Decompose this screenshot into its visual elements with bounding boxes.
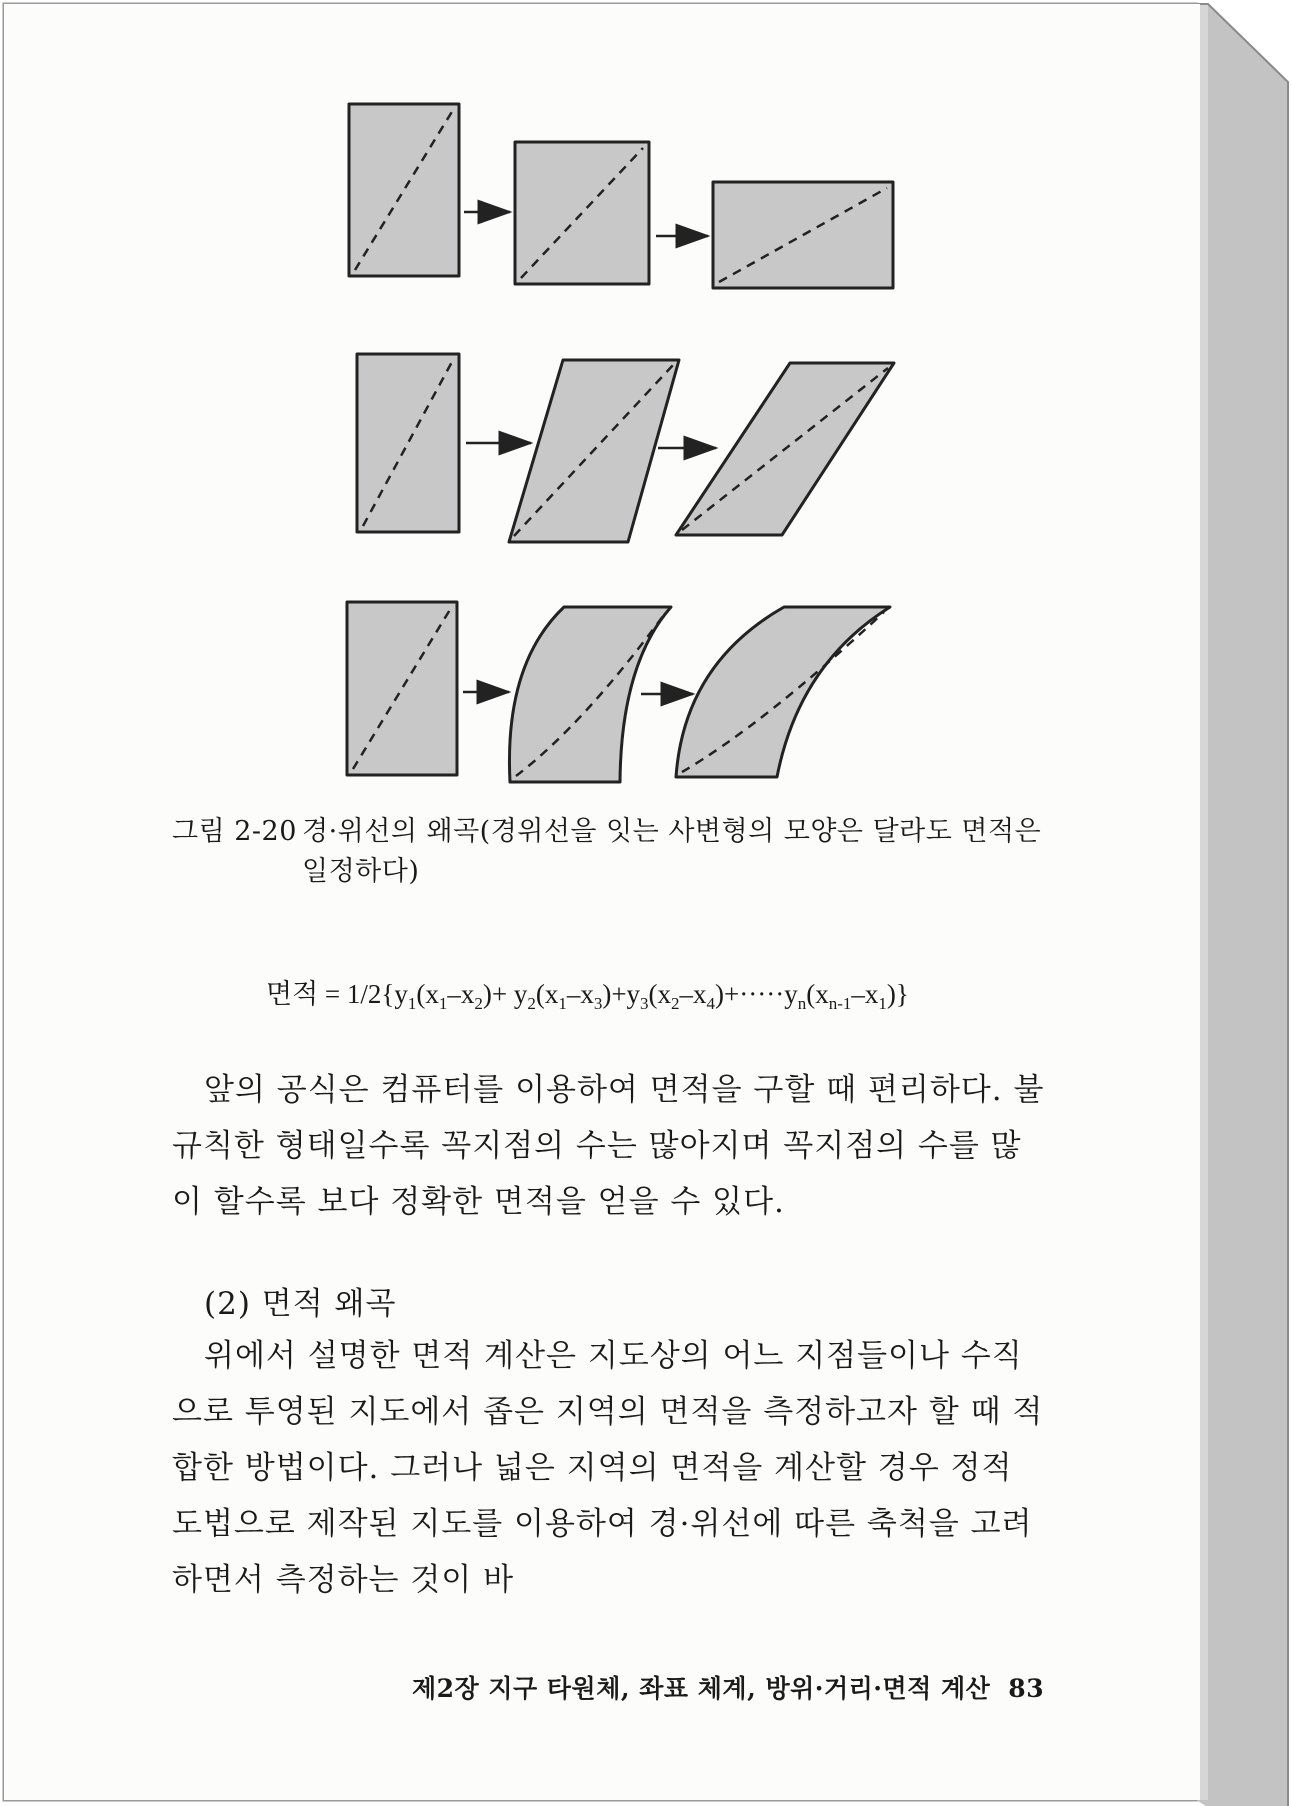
book-side-panel [1196, 4, 1288, 1806]
paragraph-1 [172, 1062, 1052, 1230]
formula-part: (x [416, 979, 439, 1009]
formula-sub: 3 [593, 994, 603, 1013]
figure-label: 그림 2-20 [172, 816, 297, 847]
formula-sub: 1 [407, 994, 417, 1013]
formula-sub: 2 [671, 994, 680, 1013]
formula-sub: n [797, 994, 807, 1013]
paragraph-2-text: 위에서 설명한 면적 계산은 지도상의 어느 지점들이나 수직으로 투영된 지도에서 좁은 지역의 면적을 측정하고자 할 때 적합한 방법이다. 그러나 넓은 지역의 면적을 계산할 경우 정적 도법으로 제작된 지도를 이용하여 경·위선에 따른 축척을 고려하면서 측정하는 것이 바 [172, 1338, 1044, 1598]
figure-caption-text: 경·위선의 왜곡(경위선을 잇는 사변형의 모양은 달라도 면적은 일정하다) [302, 816, 1042, 887]
row2-parallelogram-1 [509, 360, 679, 542]
formula-part: (x [806, 979, 829, 1009]
formula-part: (x [648, 979, 672, 1009]
row1-rectangle-tall [349, 104, 459, 276]
area-formula [266, 972, 1026, 1011]
formula-sub: 1 [438, 994, 448, 1013]
formula-sub: 1 [878, 994, 887, 1013]
formula-sub: 3 [640, 994, 649, 1013]
formula-part: )} [886, 979, 909, 1009]
formula-sub: 1 [558, 994, 567, 1013]
formula-sub: n-1 [828, 994, 852, 1013]
row1-rectangle-square [515, 142, 649, 284]
figure-graticule-distortion [4, 4, 1200, 804]
footer-chapter-title: 제2장 지구 타원체, 좌표 체계, 방위·거리·면적 계산 [412, 1674, 991, 1703]
formula-part: )+ y [482, 979, 528, 1009]
row2-rectangle [357, 354, 459, 532]
formula-sub: 2 [527, 994, 536, 1013]
formula-part: –x [447, 979, 475, 1009]
section-heading: (2) 면적 왜곡 [204, 1286, 397, 1322]
paragraph-2 [172, 1328, 1052, 1608]
formula-part: (x [535, 979, 559, 1009]
row1-rectangle-wide [713, 182, 893, 288]
formula-part: –x [679, 979, 707, 1009]
row3-rectangle [347, 602, 457, 775]
page-number: 83 [1008, 1674, 1045, 1703]
running-footer [412, 1669, 1044, 1705]
formula-part: –x [566, 979, 594, 1009]
row3-curved-quad-2 [676, 607, 890, 777]
formula-part: –x [851, 979, 879, 1009]
paragraph-1-text: 앞의 공식은 컴퓨터를 이용하여 면적을 구할 때 편리하다. 불규칙한 형태일수록 꼭지점의 수는 많아지며 꼭지점의 수를 많이 할수록 보다 정확한 면적을 얻을 수 있다. [172, 1072, 1045, 1220]
page [4, 4, 1200, 1800]
formula-part: )+y [602, 979, 641, 1009]
formula-sub: 4 [706, 994, 716, 1013]
formula-sub: 2 [474, 994, 483, 1013]
formula-part: 면적 = 1/2{y [266, 979, 408, 1009]
formula-part: )+·····y [715, 979, 798, 1009]
